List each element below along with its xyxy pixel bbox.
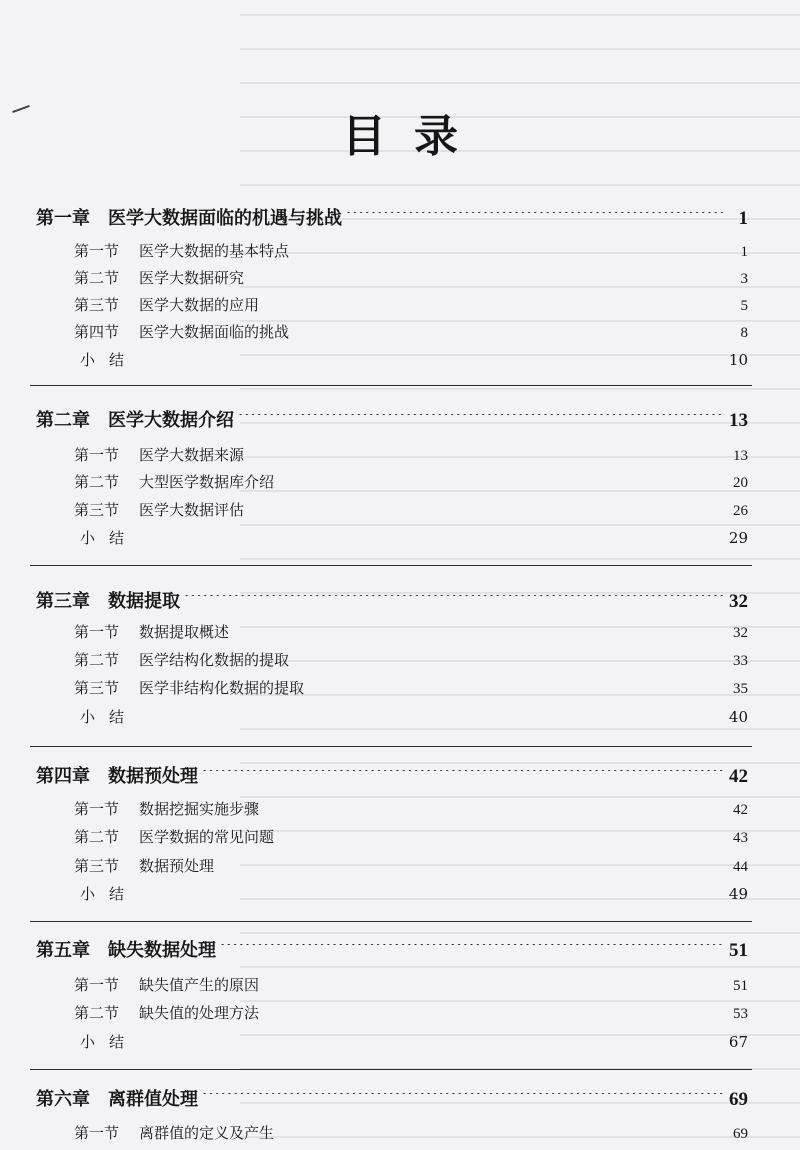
summary-label: 小结 bbox=[80, 351, 139, 369]
chapter-number: 第一章 bbox=[36, 208, 90, 229]
section-title: 缺失值的处理方法 bbox=[139, 1004, 260, 1022]
section-number: 第一节 bbox=[74, 976, 120, 994]
page-number: 69 bbox=[729, 1089, 748, 1110]
section-title: 数据挖掘实施步骤 bbox=[139, 800, 260, 818]
section-entry[interactable] bbox=[74, 826, 748, 850]
section-number: 第二节 bbox=[74, 1004, 120, 1022]
page-number: 69 bbox=[733, 1126, 748, 1142]
chapter-number: 第二章 bbox=[36, 410, 90, 431]
section-number: 第二节 bbox=[74, 651, 120, 669]
dot-leader bbox=[238, 414, 725, 424]
section-number: 第二节 bbox=[74, 269, 120, 287]
dot-leader bbox=[248, 451, 726, 461]
section-number: 第一节 bbox=[74, 623, 120, 641]
dot-leader bbox=[263, 301, 726, 311]
page-number: 44 bbox=[733, 859, 748, 875]
section-title: 医学大数据评估 bbox=[139, 501, 245, 519]
section-number: 第一节 bbox=[74, 242, 120, 260]
dot-leader bbox=[233, 628, 726, 638]
chapter-number: 第四章 bbox=[36, 766, 90, 787]
dot-leader bbox=[308, 684, 726, 694]
dot-leader bbox=[278, 1129, 726, 1139]
dot-leader bbox=[184, 595, 725, 605]
dot-leader bbox=[142, 713, 725, 723]
page-number: 10 bbox=[728, 351, 748, 369]
summary-entry[interactable] bbox=[80, 1031, 748, 1055]
chapter-number: 第六章 bbox=[36, 1089, 90, 1110]
page-number: 49 bbox=[728, 885, 748, 903]
page-number: 32 bbox=[733, 625, 748, 641]
chapter-title: 医学大数据面临的机遇与挑战 bbox=[108, 208, 342, 229]
section-number: 第一节 bbox=[74, 446, 120, 464]
section-entry[interactable] bbox=[74, 621, 748, 645]
page-number: 5 bbox=[740, 298, 748, 314]
section-title: 医学大数据研究 bbox=[139, 269, 245, 287]
chapter-number: 第三章 bbox=[36, 591, 90, 612]
page-number: 42 bbox=[729, 766, 748, 787]
chapter-divider bbox=[30, 1069, 752, 1070]
section-entry[interactable] bbox=[74, 471, 748, 495]
chapter-title: 离群值处理 bbox=[108, 1089, 198, 1110]
section-number: 第二节 bbox=[74, 828, 120, 846]
section-number: 第三节 bbox=[74, 679, 120, 697]
dot-leader bbox=[220, 944, 725, 954]
summary-entry[interactable] bbox=[80, 883, 748, 907]
dot-leader bbox=[142, 1038, 725, 1048]
page-number: 67 bbox=[728, 1033, 748, 1051]
page-number: 1 bbox=[740, 244, 748, 260]
chapter-divider bbox=[30, 565, 752, 566]
section-entry[interactable] bbox=[74, 974, 748, 998]
summary-label: 小结 bbox=[80, 529, 139, 547]
section-title: 医学数据的常见问题 bbox=[139, 828, 275, 846]
section-entry[interactable] bbox=[74, 855, 748, 879]
dot-leader bbox=[278, 833, 726, 843]
page-number: 33 bbox=[733, 653, 748, 669]
section-entry[interactable] bbox=[74, 267, 748, 291]
section-number: 第二节 bbox=[74, 473, 120, 491]
page-number: 51 bbox=[733, 978, 748, 994]
page-number: 32 bbox=[729, 591, 748, 612]
chapter-title: 数据提取 bbox=[108, 591, 180, 612]
dot-leader bbox=[263, 805, 726, 815]
dot-leader bbox=[293, 656, 726, 666]
page-number: 26 bbox=[733, 503, 748, 519]
dot-leader bbox=[202, 770, 725, 780]
section-entry[interactable] bbox=[74, 649, 748, 673]
section-number: 第一节 bbox=[74, 800, 120, 818]
chapter-divider bbox=[30, 746, 752, 747]
section-entry[interactable] bbox=[74, 798, 748, 822]
chapter-title: 缺失数据处理 bbox=[108, 940, 216, 961]
page-number: 1 bbox=[738, 208, 748, 229]
chapter-divider bbox=[30, 921, 752, 922]
summary-entry[interactable] bbox=[80, 527, 748, 551]
section-title: 医学非结构化数据的提取 bbox=[139, 679, 305, 697]
summary-label: 小结 bbox=[80, 708, 139, 726]
page-number: 43 bbox=[733, 830, 748, 846]
page-number: 53 bbox=[733, 1006, 748, 1022]
chapter-6-entry[interactable] bbox=[36, 1085, 748, 1111]
chapter-3-entry[interactable] bbox=[36, 587, 748, 613]
section-entry[interactable] bbox=[74, 321, 748, 345]
dot-leader bbox=[263, 1009, 726, 1019]
section-entry[interactable] bbox=[74, 240, 748, 264]
page-number: 35 bbox=[733, 681, 748, 697]
chapter-5-entry[interactable] bbox=[36, 936, 748, 962]
chapter-number: 第五章 bbox=[36, 940, 90, 961]
summary-entry[interactable] bbox=[80, 349, 748, 373]
dot-leader bbox=[293, 247, 726, 257]
section-title: 离群值的定义及产生 bbox=[139, 1124, 275, 1142]
section-entry[interactable] bbox=[74, 1122, 748, 1146]
dot-leader bbox=[278, 478, 726, 488]
section-title: 医学大数据的应用 bbox=[139, 296, 260, 314]
section-entry[interactable] bbox=[74, 294, 748, 318]
page-number: 8 bbox=[740, 325, 748, 341]
dot-leader bbox=[293, 328, 726, 338]
summary-label: 小结 bbox=[80, 885, 139, 903]
chapter-2-entry[interactable] bbox=[36, 406, 748, 432]
dot-leader bbox=[346, 212, 726, 222]
page-number: 42 bbox=[733, 802, 748, 818]
dot-leader bbox=[142, 890, 725, 900]
chapter-title: 医学大数据介绍 bbox=[108, 410, 234, 431]
dot-leader bbox=[142, 356, 725, 366]
section-number: 第三节 bbox=[74, 501, 120, 519]
section-title: 大型医学数据库介绍 bbox=[139, 473, 275, 491]
section-title: 医学结构化数据的提取 bbox=[139, 651, 290, 669]
dot-leader bbox=[248, 274, 726, 284]
section-entry[interactable] bbox=[74, 444, 748, 468]
dot-leader bbox=[248, 506, 726, 516]
section-number: 第三节 bbox=[74, 857, 120, 875]
section-title: 医学大数据面临的挑战 bbox=[139, 323, 290, 341]
page-number: 3 bbox=[740, 271, 748, 287]
section-title: 数据预处理 bbox=[139, 857, 215, 875]
summary-label: 小结 bbox=[80, 1033, 139, 1051]
chapter-title: 数据预处理 bbox=[108, 766, 198, 787]
section-number: 第四节 bbox=[74, 323, 120, 341]
page-title: 目录 bbox=[342, 111, 486, 162]
dot-leader bbox=[263, 981, 726, 991]
dot-leader bbox=[202, 1093, 725, 1103]
section-entry[interactable] bbox=[74, 499, 748, 523]
section-title: 医学大数据的基本特点 bbox=[139, 242, 290, 260]
page-number: 51 bbox=[729, 940, 748, 961]
section-title: 医学大数据来源 bbox=[139, 446, 245, 464]
section-number: 第一节 bbox=[74, 1124, 120, 1142]
section-title: 缺失值产生的原因 bbox=[139, 976, 260, 994]
page-number: 29 bbox=[728, 529, 748, 547]
page-number: 13 bbox=[733, 448, 748, 464]
page-number: 20 bbox=[733, 475, 748, 491]
chapter-4-entry[interactable] bbox=[36, 762, 748, 788]
page-number: 13 bbox=[729, 410, 748, 431]
section-number: 第三节 bbox=[74, 296, 120, 314]
chapter-1-entry[interactable] bbox=[36, 204, 748, 230]
summary-entry[interactable] bbox=[80, 706, 748, 730]
dot-leader bbox=[218, 862, 726, 872]
dot-leader bbox=[142, 534, 725, 544]
section-entry[interactable] bbox=[74, 1002, 748, 1026]
chapter-divider bbox=[30, 385, 752, 386]
page-number: 40 bbox=[728, 708, 748, 726]
section-entry[interactable] bbox=[74, 677, 748, 701]
section-title: 数据提取概述 bbox=[139, 623, 230, 641]
